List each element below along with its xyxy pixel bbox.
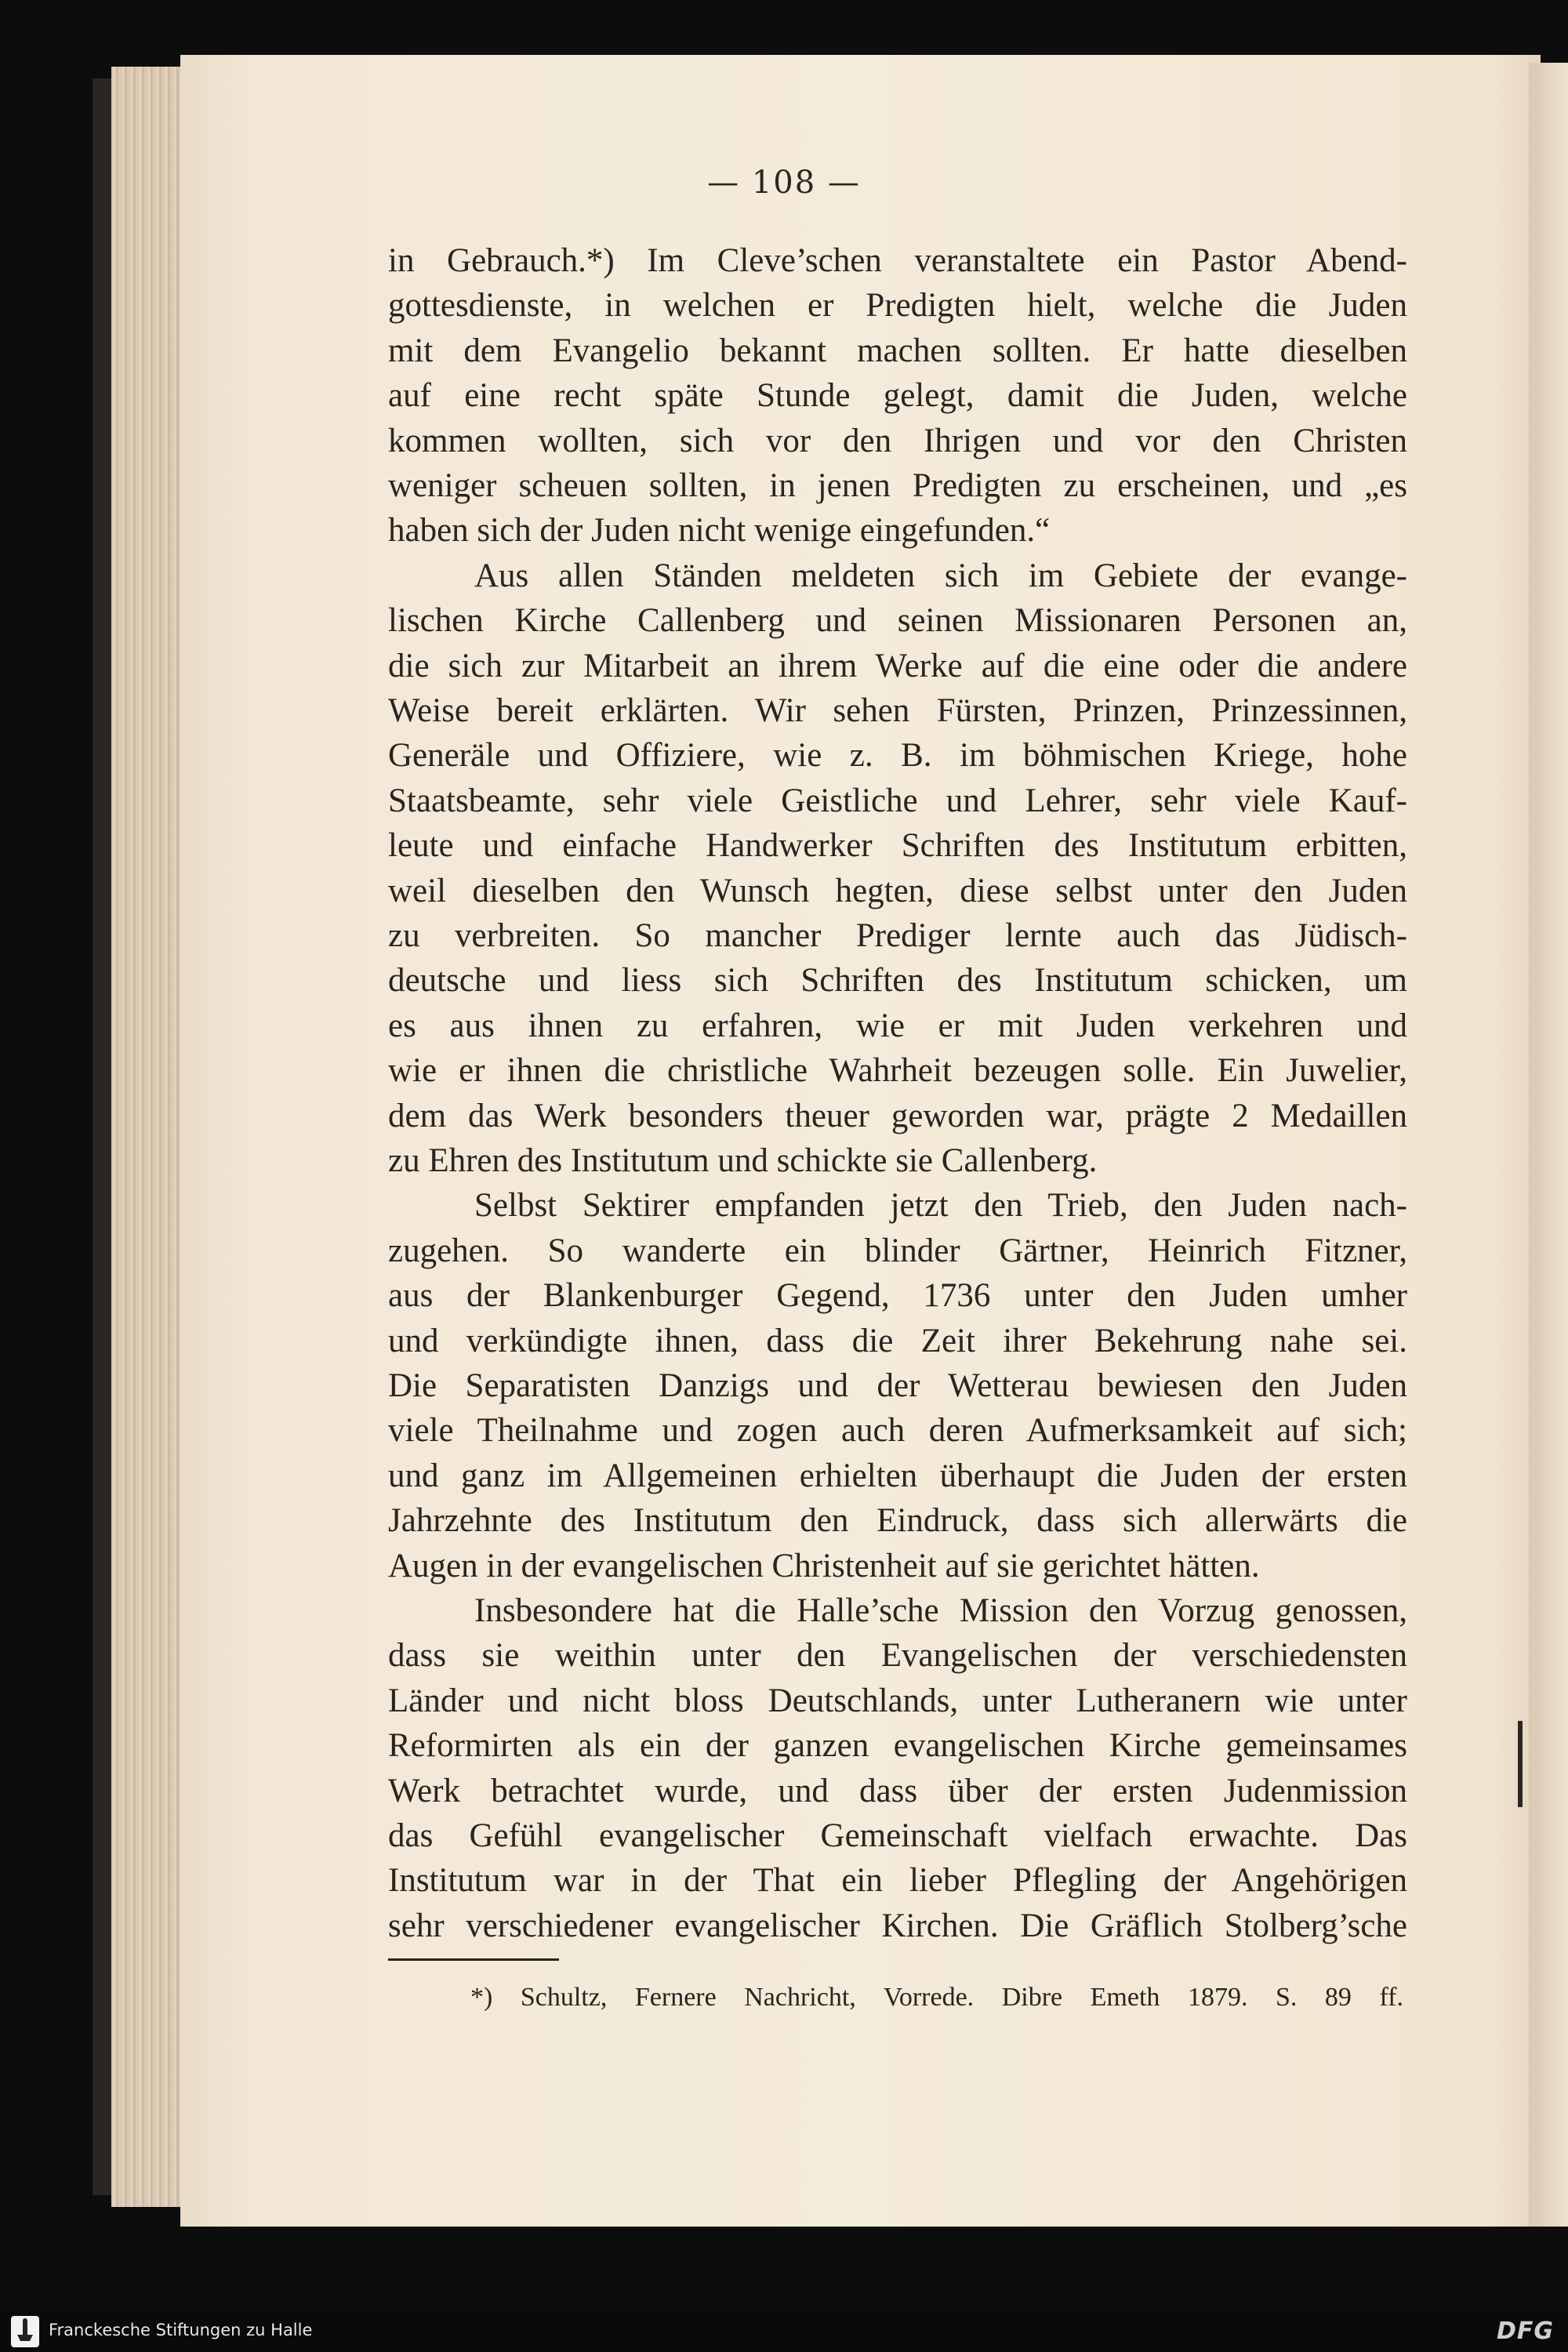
- footnote: *) Schultz, Fernere Nachricht, Vorrede. Dibre Emeth 1879. S. 89 ff.: [470, 1983, 1403, 2012]
- footnote-rule: [388, 1958, 559, 1961]
- text-line: die sich zur Mitarbeit an ihrem Werke auf die eine oder die andere: [388, 648, 1407, 684]
- text-line: deutsche und liess sich Schriften des Institutum schicken, um: [388, 962, 1407, 999]
- text-line: Augen in der evangelischen Christenheit auf sie gerichtet hätten.: [388, 1548, 1260, 1584]
- next-page-edge: [1529, 63, 1568, 2227]
- text-line: wie er ihnen die christliche Wahrheit bezeugen solle. Ein Juwelier,: [388, 1052, 1407, 1089]
- text-line: viele Theilnahme und zogen auch deren Aufmerksamkeit auf sich;: [388, 1412, 1407, 1449]
- viewer-footer: [0, 2311, 1568, 2352]
- book-spine-edge: [93, 78, 111, 2195]
- dfg-logo: DFG: [1496, 2318, 1554, 2345]
- text-line: sehr verschiedener evangelischer Kirchen. Die Gräflich Stolberg’sche: [388, 1907, 1407, 1944]
- text-line: es aus ihnen zu erfahren, wie er mit Juden verkehren und: [388, 1007, 1407, 1044]
- text-line: auf eine recht späte Stunde gelegt, damit die Juden, welche: [388, 377, 1407, 414]
- text-line: Jahrzehnte des Institutum den Eindruck, dass sich allerwärts die: [388, 1502, 1407, 1539]
- text-line: kommen wollten, sich vor den Ihrigen und vor den Christen: [388, 423, 1407, 459]
- institution-logo-icon: [11, 2316, 39, 2347]
- page-number: — 108 —: [707, 165, 861, 201]
- text-line: Reformirten als ein der ganzen evangelischen Kirche gemeinsames: [388, 1727, 1407, 1764]
- text-line: zu Ehren des Institutum und schickte sie Callenberg.: [388, 1142, 1098, 1179]
- text-line: Institutum war in der That ein lieber Pflegling der Angehörigen: [388, 1862, 1407, 1899]
- text-line: zugehen. So wanderte ein blinder Gärtner, Heinrich Fitzner,: [388, 1232, 1407, 1269]
- text-line: Generäle und Offiziere, wie z. B. im böhmischen Kriege, hohe: [388, 737, 1407, 774]
- text-line: Insbesondere hat die Halle’sche Mission den Vorzug genossen,: [474, 1592, 1407, 1629]
- text-line: und verkündigte ihnen, dass die Zeit ihrer Bekehrung nahe sei.: [388, 1323, 1407, 1359]
- text-line: lischen Kirche Callenberg und seinen Missionaren Personen an,: [388, 602, 1407, 639]
- text-line: Weise bereit erklärten. Wir sehen Fürsten, Prinzen, Prinzessinnen,: [388, 692, 1407, 729]
- text-line: in Gebrauch.*) Im Cleve’schen veranstaltete ein Pastor Abend-: [388, 242, 1407, 279]
- text-line: dem das Werk besonders theuer geworden war, prägte 2 Medaillen: [388, 1098, 1407, 1134]
- text-line: dass sie weithin unter den Evangelischen der verschiedensten: [388, 1637, 1407, 1674]
- text-line: Aus allen Ständen meldeten sich im Gebiete der evange-: [474, 557, 1407, 594]
- text-line: Länder und nicht bloss Deutschlands, unter Lutheranern wie unter: [388, 1682, 1407, 1719]
- text-line: mit dem Evangelio bekannt machen sollten. Er hatte dieselben: [388, 332, 1407, 369]
- text-line: Die Separatisten Danzigs und der Wetterau bewiesen den Juden: [388, 1367, 1407, 1404]
- text-line: das Gefühl evangelischer Gemeinschaft vielfach erwachte. Das: [388, 1817, 1407, 1854]
- page-bookmark-mark: [1518, 1721, 1523, 1807]
- text-line: weil dieselben den Wunsch hegten, diese selbst unter den Juden: [388, 873, 1407, 909]
- text-line: weniger scheuen sollten, in jenen Predigten zu erscheinen, und „es: [388, 467, 1407, 504]
- text-line: Selbst Sektirer empfanden jetzt den Trieb, den Juden nach-: [474, 1187, 1407, 1224]
- text-line: haben sich der Juden nicht wenige eingefunden.“: [388, 512, 1051, 549]
- text-line: Staatsbeamte, sehr viele Geistliche und Lehrer, sehr viele Kauf-: [388, 782, 1407, 819]
- text-line: und ganz im Allgemeinen erhielten überhaupt die Juden der ersten: [388, 1457, 1407, 1494]
- text-line: zu verbreiten. So mancher Prediger lernte auch das Jüdisch-: [388, 917, 1407, 954]
- text-line: leute und einfache Handwerker Schriften des Institutum erbitten,: [388, 827, 1407, 864]
- text-line: aus der Blankenburger Gegend, 1736 unter den Juden umher: [388, 1277, 1407, 1314]
- text-line: Werk betrachtet wurde, und dass über der ersten Judenmission: [388, 1773, 1407, 1809]
- institution-name: Franckesche Stiftungen zu Halle: [49, 2321, 313, 2339]
- text-line: gottesdienste, in welchen er Predigten hielt, welche die Juden: [388, 287, 1407, 324]
